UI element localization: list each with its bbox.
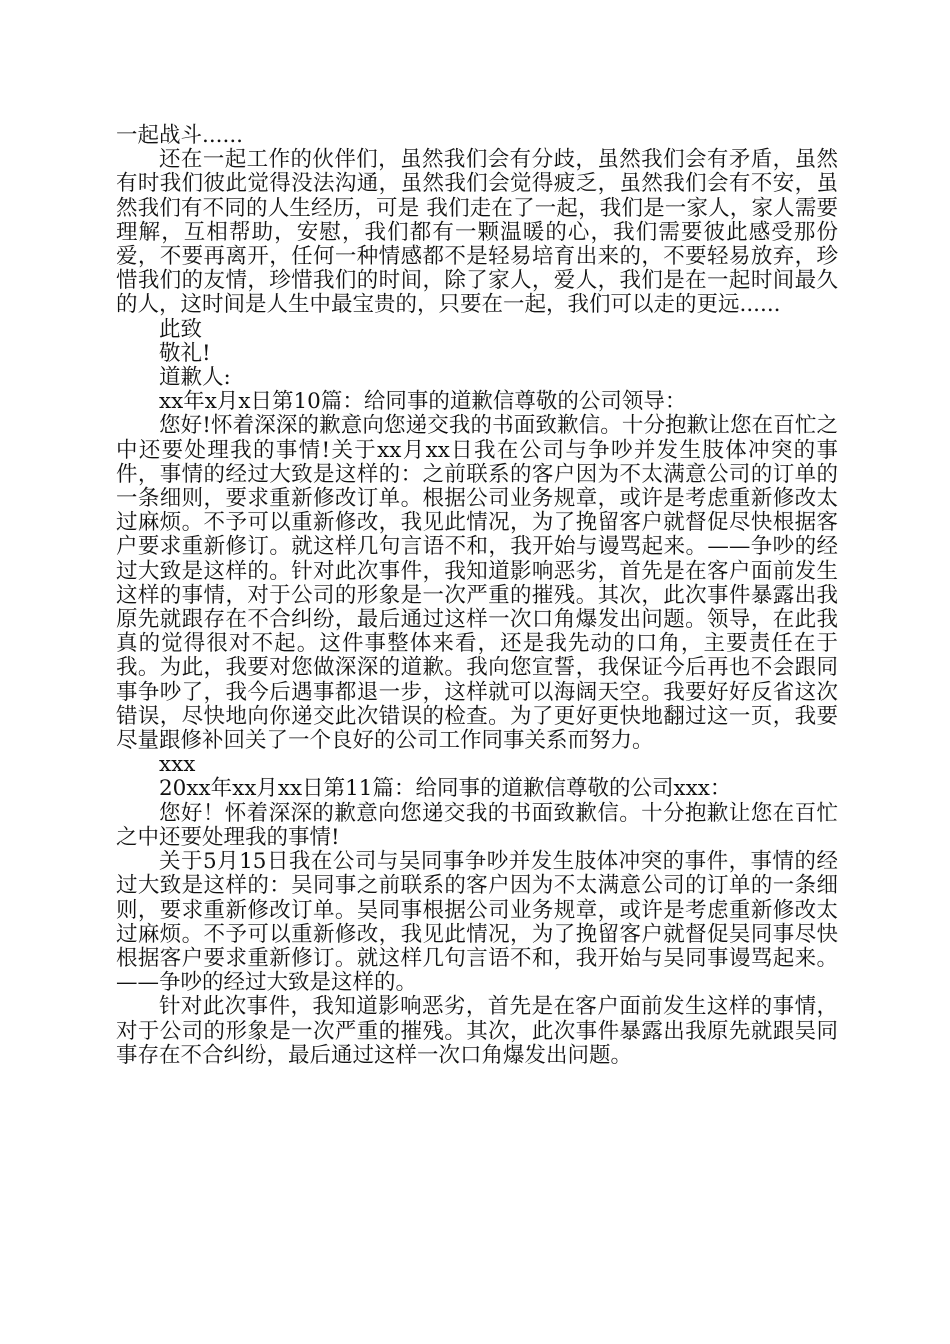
- letter-11-greeting: 您好！怀着深深的歉意向您递交我的书面致歉信。十分抱歉让您在百忙之中还要处理我的事情!: [116, 800, 838, 850]
- salutation-jingli: 敬礼!: [159, 340, 211, 366]
- paragraph-colleagues: 还在一起工作的伙伴们，虽然我们会有分歧，虽然我们会有矛盾，虽然有时我们彼此觉得没法沟通，虽然我们会觉得疲乏，虽然我们会有不安，虽然我们有不同的人生经历，可是 我们走在了一起，我们是一家人，家人需要理解，互相帮助，安慰，我们都有一颗温暖的心，我们需要彼此感受那份爱，不要再离开，任何一种情感都不是轻易培育出来的，不要轻易放弃，珍惜我们的友情，珍惜我们的时间，除了家人，爱人，我们是在一起时间最久的人，这时间是人生中最宝贵的，只要在一起，我们可以走的更远......: [116, 147, 838, 318]
- salutation-cizhi: 此致: [159, 316, 203, 342]
- letter-10-heading: xx年x月x日第10篇：给同事的道歉信尊敬的公司领导：: [159, 389, 687, 415]
- document-page: [116, 124, 838, 1068]
- paragraph-closing-line: 一起战斗......: [116, 123, 244, 148]
- letter-11-incident: 关于5月15日我在公司与吴同事争吵并发生肢体冲突的事件，事情的经过大致是这样的：吴同事之前联系的客户因为不太满意公司的订单的一条细则，要求重新修改订单。吴同事根据公司业务规章，或许是考虑重新修改太过麻烦。不予可以重新修改，我见此情况，为了挽留客户就督促吴同事尽快根据客户要求重新修订。就这样几句言语不和，我开始与吴同事谩骂起来。——争吵的经过大致是这样的。: [116, 849, 838, 996]
- letter-11-heading: 20xx年xx月xx日第11篇：给同事的道歉信尊敬的公司xxx：: [159, 776, 732, 802]
- signature-label: 道歉人:: [159, 365, 231, 391]
- letter-11-reflection: 针对此次事件，我知道影响恶劣，首先是在客户面前发生这样的事情，对于公司的形象是一次严重的摧残。其次，此次事件暴露出我原先就跟吴同事存在不合纠纷，最后通过这样一次口角爆发出问题。: [116, 994, 838, 1068]
- letter-10-body: 您好!怀着深深的歉意向您递交我的书面致歉信。十分抱歉让您在百忙之中还要处理我的事情!关于xx月xx日我在公司与争吵并发生肢体冲突的事件，事情的经过大致是这样的：之前联系的客户因为不太满意公司的订单的一条细则，要求重新修改订单。根据公司业务规章，或许是考虑重新修改太过麻烦。不予可以重新修改，我见此情况，为了挽留客户就督促尽快根据客户要求重新修订。就这样几句言语不和，我开始与谩骂起来。——争吵的经过大致是这样的。针对此次事件，我知道影响恶劣，首先是在客户面前发生这样的事情，对于公司的形象是一次严重的摧残。其次，此次事件暴露出我原先就跟存在不合纠纷，最后通过这样一次口角爆发出问题。领导，在此我真的觉得很对不起。这件事整体来看，还是我先动的口角，主要责任在于我。为此，我要对您做深深的道歉。我向您宣誓，我保证今后再也不会跟同事争吵了，我今后遇事都退一步，这样就可以海阔天空。我要好好反省这次错误，尽快地向你递交此次错误的检查。为了更好更快地翻过这一页，我要尽量跟修补回关了一个良好的公司工作同事关系而努力。: [116, 413, 838, 754]
- letter-10-signature: xxx: [159, 752, 196, 778]
